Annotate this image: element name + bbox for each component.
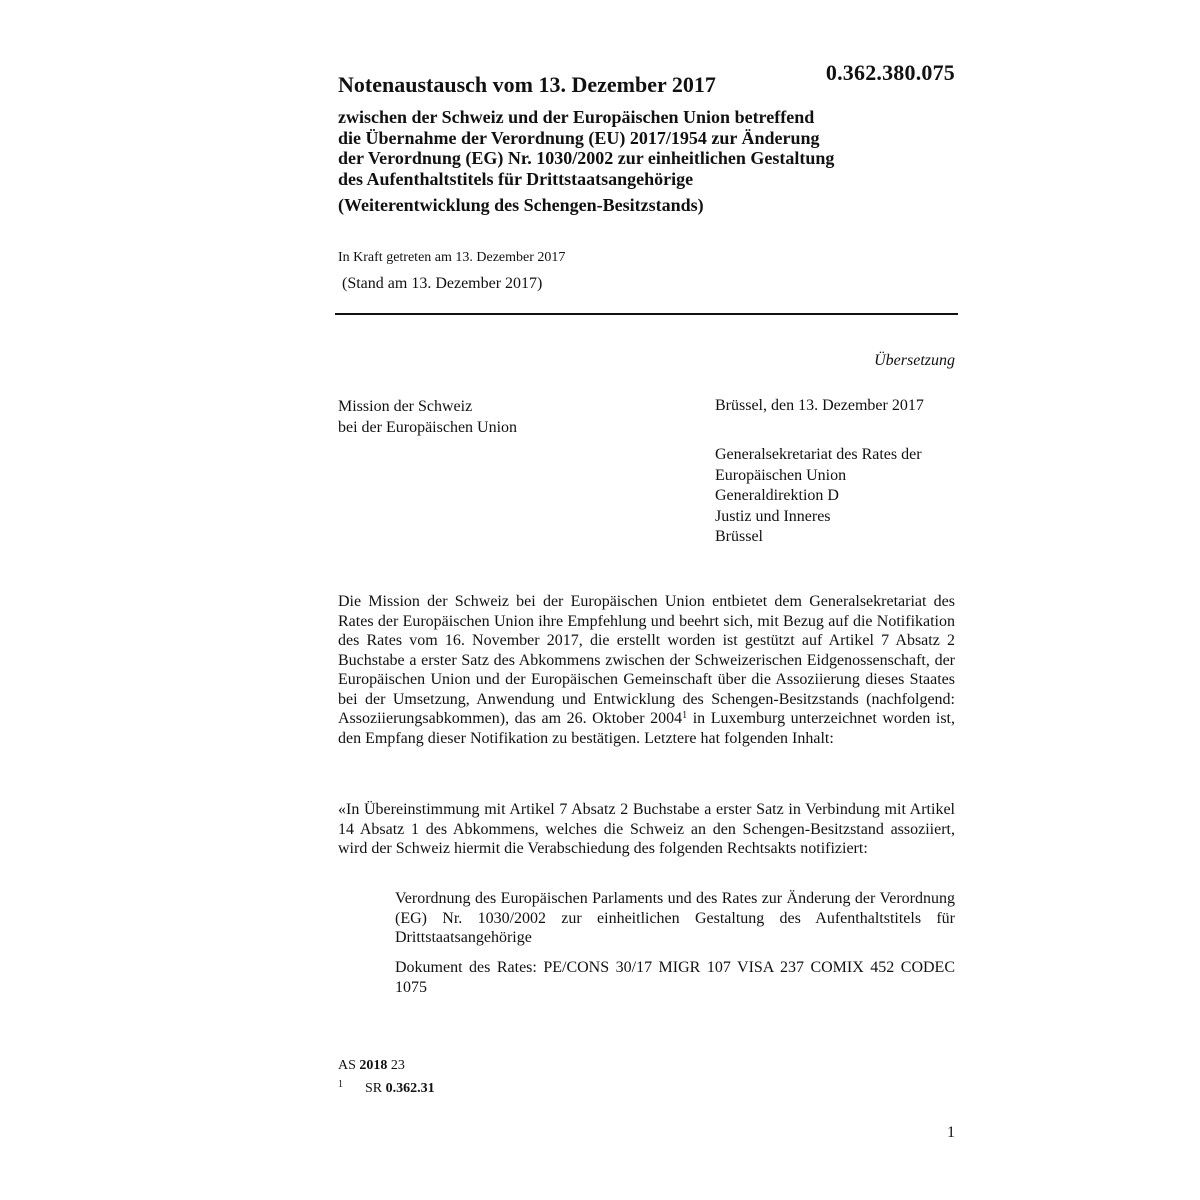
official-ref-prefix: AS <box>338 1058 356 1073</box>
footnote-prefix: SR <box>365 1081 383 1096</box>
sr-number: 0.362.380.075 <box>825 60 955 85</box>
official-ref-year: 2018 <box>359 1058 388 1073</box>
recipient-block <box>715 445 922 548</box>
quote-paragraph: «In Übereinstimmung mit Artikel 7 Absatz 2 Buchstabe a erster Satz in Verbindung mit Artikel 14 Absatz 1 des Abkommens, welches die Schweiz an den Schengen-Besitzstand assoziiert, wird der Schweiz hiermit die Verabschiedung des folgenden Rechtsakts notifiziert: <box>338 801 955 857</box>
subtitle-line: der Verordnung (EG) Nr. 1030/2002 zur einheitlichen Gestaltung <box>338 148 835 168</box>
sender-line: bei der Europäischen Union <box>338 418 518 436</box>
footnote-ref: 0.362.31 <box>385 1081 435 1096</box>
place-date: Brüssel, den 13. Dezember 2017 <box>715 397 924 414</box>
subtitle-note: (Weiterentwicklung des Schengen-Besitzstands) <box>338 195 704 215</box>
intro-paragraph <box>338 592 955 748</box>
footnote-mark: 1 <box>338 1079 343 1090</box>
subtitle-line: zwischen der Schweiz und der Europäischen Union betreffend <box>338 107 815 127</box>
sender-block <box>338 397 517 438</box>
intro-text: Die Mission der Schweiz bei der Europäischen Union entbietet dem Generalsekretariat des Rates der Europäischen Union ihre Empfehlung und beehrt sich, mit Bezug auf die Notifikation des Rates vom 16. November 2017, die erstellt worden ist gestützt auf Artikel 7 Absatz 2 Buchstabe a erster Satz des Abkommens zwischen der Schweizerischen Eidgenossenschaft, der Europäischen Union und der Europäischen Gemeinschaft über die Assoziierung dieses Staates bei der Umsetzung, Anwendung und Entwicklung des Schengen-Besitzstands (nachfolgend: Assoziierungsabkommen), das am 26. Oktober 2004 <box>338 593 955 727</box>
regulation-title: Verordnung des Europäischen Parlaments und des Rates zur Änderung der Verordnung (EG) Nr. 1030/2002 zur einheitlichen Gestaltung des Aufenthaltstitels für Drittstaatsangehörige <box>395 890 955 946</box>
translation-label: Übersetzung <box>874 352 955 369</box>
in-force-date: In Kraft getreten am 13. Dezember 2017 <box>338 250 566 265</box>
footnote <box>338 1079 435 1097</box>
document-title: Notenaustausch vom 13. Dezember 2017 <box>338 72 716 97</box>
recipient-line: Justiz und Inneres <box>715 507 831 525</box>
document-subtitle <box>338 107 958 189</box>
official-collection-reference <box>338 1058 405 1074</box>
page-number: 1 <box>947 1124 955 1141</box>
footnote-reference: 1 <box>682 710 688 721</box>
status-date: (Stand am 13. Dezember 2017) <box>342 275 543 292</box>
council-document: Dokument des Rates: PE/CONS 30/17 MIGR 107 VISA 237 COMIX 452 CODEC 1075 <box>395 959 955 996</box>
official-ref-page: 23 <box>390 1058 405 1073</box>
intro-text-continued: in Luxemburg unterzeichnet worden ist, den Empfang dieser Notifikation zu bestätigen. Letztere hat folgenden Inhalt: <box>338 710 956 747</box>
header-divider <box>335 313 958 315</box>
sender-line: Mission der Schweiz <box>338 398 473 415</box>
recipient-line: Generaldirektion D <box>715 487 839 504</box>
recipient-line: Europäischen Union <box>715 466 847 484</box>
recipient-line: Generalsekretariat des Rates der <box>715 446 922 463</box>
subtitle-line: die Übernahme der Verordnung (EU) 2017/1954 zur Änderung <box>338 127 820 148</box>
subtitle-line: des Aufenthaltstitels für Drittstaatsangehörige <box>338 168 694 189</box>
recipient-line: Brüssel <box>715 528 763 545</box>
